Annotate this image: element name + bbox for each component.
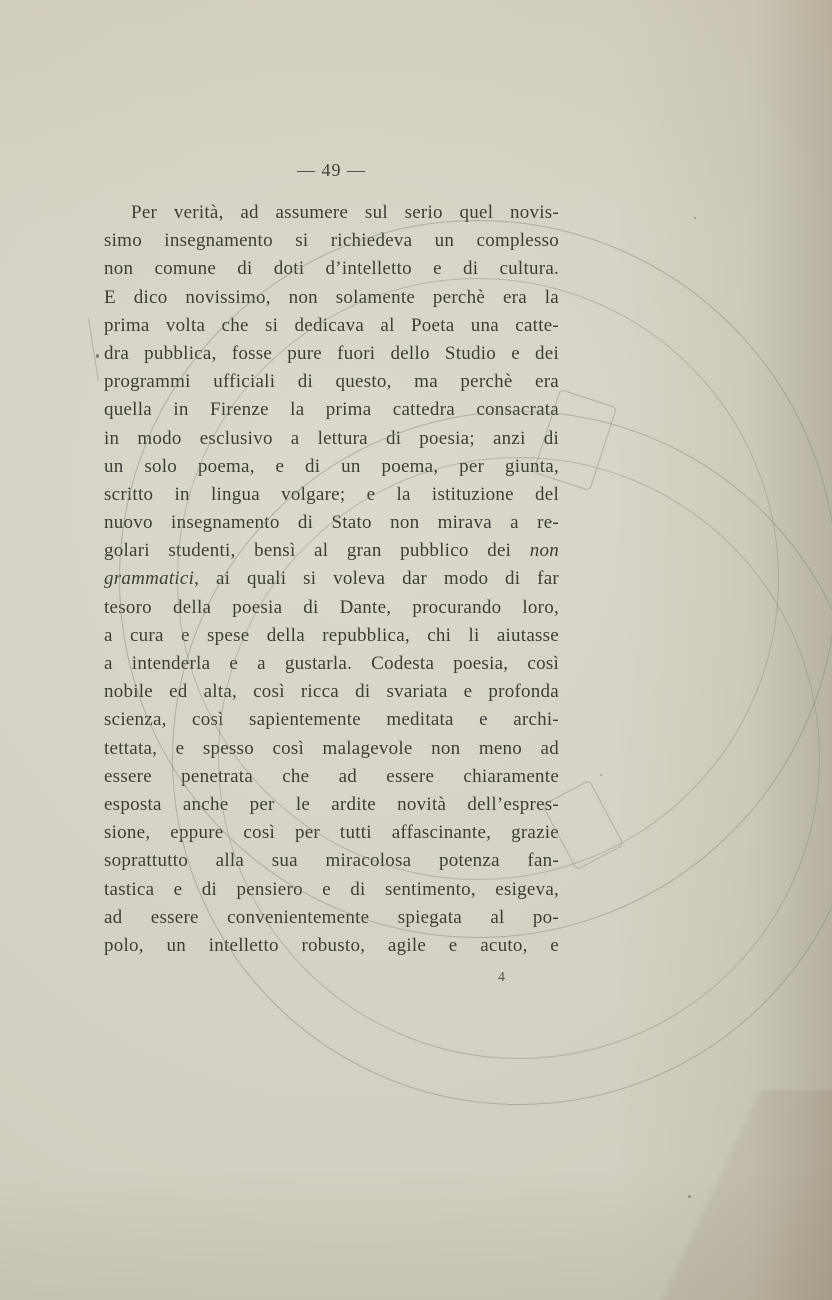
text-line: sione, eppure così per tutti affascinante, grazie [104,822,559,844]
ink-speck [694,217,696,219]
paper-crease [88,318,99,381]
signature-mark: 4 [498,970,505,985]
text-line: scritto in lingua volgare; e la istituzione del [104,483,559,505]
text-line: in modo esclusivo a lettura di poesia; anzi di [104,427,559,449]
ink-speck [96,354,99,358]
text-line: grammatici, ai quali si voleva dar modo di far [104,568,559,590]
text-line: soprattutto alla sua miracolosa potenza fan- [104,850,559,872]
text-line: quella in Firenze la prima cattedra consacrata [104,399,559,421]
text-line: prima volta che si dedicava al Poeta una catte- [104,314,559,336]
body-text [104,199,559,960]
text-line: ad essere convenientemente spiegata al po- [104,906,559,928]
text-line: nobile ed alta, così ricca di svariata e profonda [104,681,559,703]
page-number-header: — 49 — [297,160,366,180]
text-line: tettata, e spesso così malagevole non meno ad [104,737,559,759]
ink-speck [600,774,602,776]
text-line: a intenderla e a gustarla. Codesta poesia, così [104,653,559,674]
text-line: dra pubblica, fosse pure fuori dello Studio e dei [104,342,559,364]
text-line: tastica e di pensiero e di sentimento, esigeva, [104,878,559,900]
text-line: E dico novissimo, non solamente perchè era la [104,286,559,308]
text-line: simo insegnamento si richiedeva un complesso [104,230,559,252]
text-line: tesoro della poesia di Dante, procurando loro, [104,596,559,618]
text-line: essere penetrata che ad essere chiaramente [104,765,559,787]
text-line: Per verità, ad assumere sul serio quel novis- [131,202,559,223]
text-line: scienza, così sapientemente meditata e archi- [104,709,559,731]
text-line: esposta anche per le ardite novità dell’espres- [104,793,559,815]
text-line: a cura e spese della repubblica, chi li aiutasse [104,624,559,646]
text-line: nuovo insegnamento di Stato non mirava a re- [104,512,559,534]
text-line: golari studenti, bensì al gran pubblico dei non [104,540,559,562]
text-line: non comune di doti d’intelletto e di cultura. [104,258,559,280]
page-corner-shadow [552,1090,832,1300]
text-line: un solo poema, e di un poema, per giunta, [104,455,559,477]
text-line: programmi ufficiali di questo, ma perchè era [104,371,559,393]
text-line: polo, un intelletto robusto, agile e acuto, e [104,934,559,956]
